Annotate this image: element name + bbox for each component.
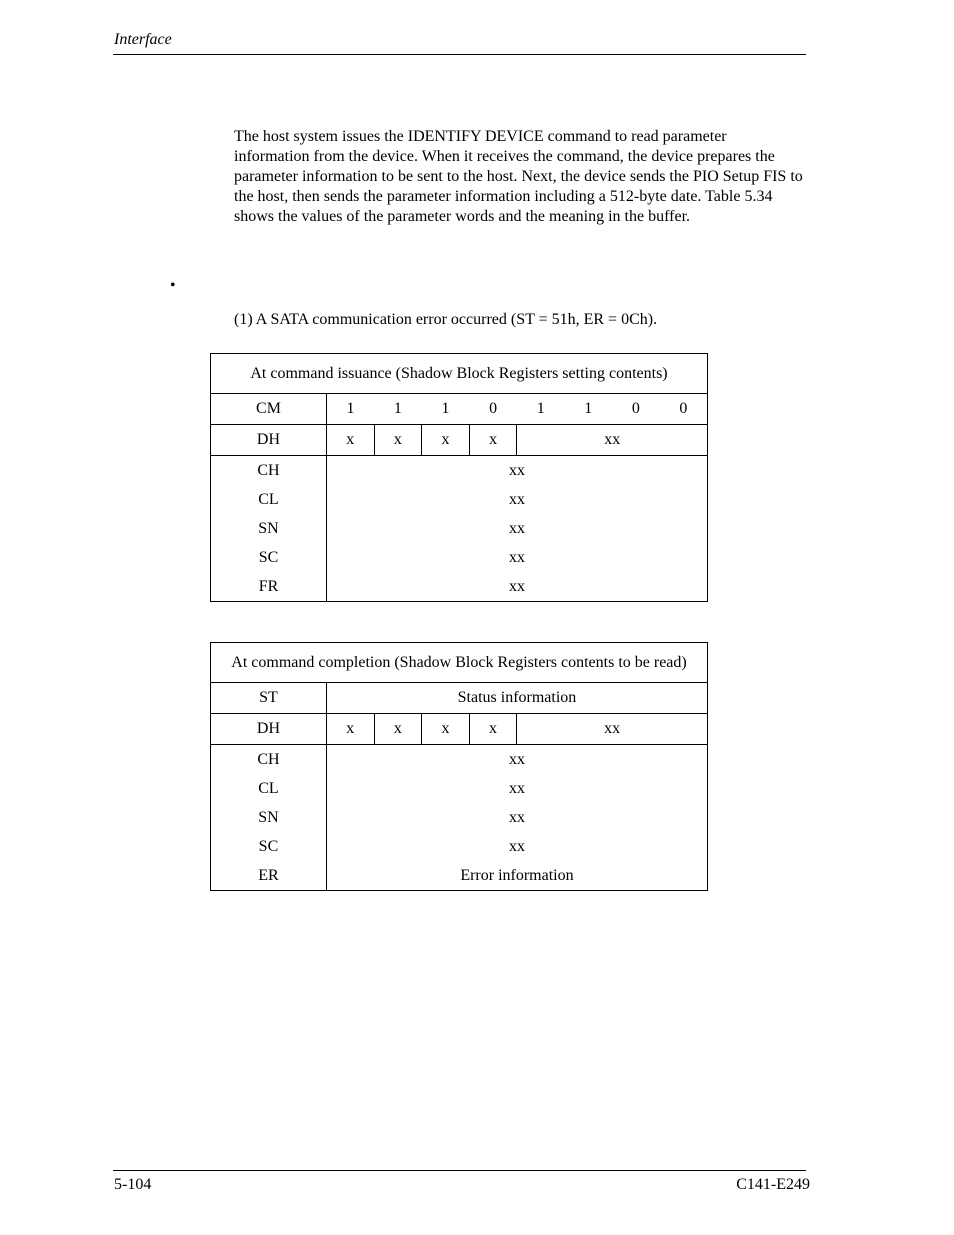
footer-rule	[113, 1170, 806, 1171]
register-name-dh: DH	[211, 425, 327, 456]
register-name-er: ER	[211, 861, 327, 891]
dh-out-bit-6: x	[374, 714, 422, 745]
dh-bit-6: x	[374, 425, 422, 456]
cm-bit-2: 1	[565, 394, 613, 425]
error-case-heading: (1) A SATA communication error occurred (ST = 51h, ER = 0Ch).	[234, 311, 658, 328]
register-name-ch: CH	[211, 456, 327, 486]
register-name-ch-out: CH	[211, 745, 327, 775]
register-value-sn: xx	[326, 514, 707, 543]
cm-bit-1: 0	[612, 394, 660, 425]
register-name-sn-out: SN	[211, 803, 327, 832]
register-value-st: Status information	[326, 683, 707, 714]
issuance-table-caption: At command issuance (Shadow Block Registers setting contents)	[211, 354, 708, 394]
issuance-register-table	[210, 353, 708, 602]
register-name-sc: SC	[211, 543, 327, 572]
cm-bit-4: 0	[469, 394, 517, 425]
dh-out-bit-4: x	[469, 714, 517, 745]
bullet-marker: •	[170, 277, 176, 294]
cm-bit-5: 1	[422, 394, 470, 425]
cm-bit-3: 1	[517, 394, 565, 425]
register-name-cl: CL	[211, 485, 327, 514]
dh-bit-5: x	[422, 425, 470, 456]
register-value-sc: xx	[326, 543, 707, 572]
completion-table-caption: At command completion (Shadow Block Registers contents to be read)	[211, 643, 708, 683]
dh-low-bits: xx	[517, 425, 708, 456]
register-value-sn-out: xx	[326, 803, 707, 832]
dh-bit-4: x	[469, 425, 517, 456]
register-value-cl: xx	[326, 485, 707, 514]
cm-bit-6: 1	[374, 394, 422, 425]
cm-bit-0: 0	[660, 394, 708, 425]
register-name-cm: CM	[211, 394, 327, 425]
running-header: Interface	[114, 31, 172, 48]
dh-out-low-bits: xx	[517, 714, 708, 745]
register-value-er: Error information	[326, 861, 707, 891]
register-value-fr: xx	[326, 572, 707, 602]
register-name-cl-out: CL	[211, 774, 327, 803]
completion-register-table	[210, 642, 708, 891]
register-name-sc-out: SC	[211, 832, 327, 861]
cm-bit-7: 1	[326, 394, 374, 425]
register-value-ch: xx	[326, 456, 707, 486]
register-value-cl-out: xx	[326, 774, 707, 803]
register-value-ch-out: xx	[326, 745, 707, 775]
dh-out-bit-5: x	[422, 714, 470, 745]
register-name-st: ST	[211, 683, 327, 714]
register-value-sc-out: xx	[326, 832, 707, 861]
register-name-dh-out: DH	[211, 714, 327, 745]
register-name-fr: FR	[211, 572, 327, 602]
page-number: 5-104	[114, 1176, 152, 1193]
intro-paragraph: The host system issues the IDENTIFY DEVICE command to read parameter information from the device. When it receives the command, the device prepares the parameter information to be sent to the host. Next, the device sends the PIO Setup FIS to the host, then sends the parameter information including a 512-byte date. Table 5.34 shows the values of the parameter words and the meaning in the buffer.	[234, 128, 803, 225]
header-rule	[113, 54, 806, 55]
dh-bit-7: x	[326, 425, 374, 456]
dh-out-bit-7: x	[326, 714, 374, 745]
register-name-sn: SN	[211, 514, 327, 543]
document-id: C141-E249	[736, 1176, 810, 1193]
